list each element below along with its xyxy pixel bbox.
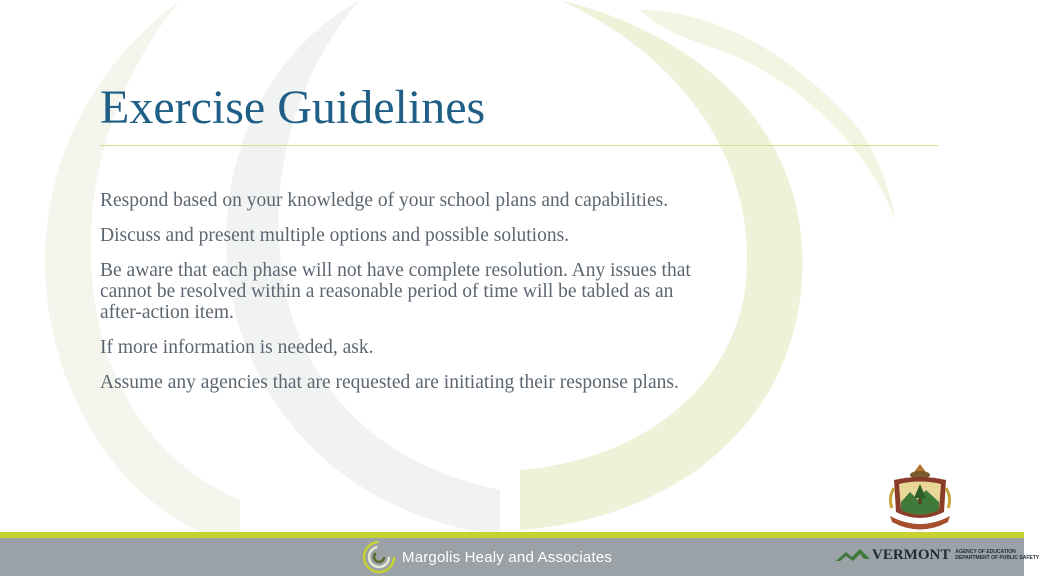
- list-item: If more information is needed, ask.: [100, 337, 374, 358]
- guidelines-list: [100, 190, 720, 407]
- slide-title: Exercise Guidelines: [100, 81, 486, 134]
- list-item: Respond based on your knowledge of your school plans and capabilities.: [100, 190, 669, 211]
- vermont-logo: [836, 542, 1039, 568]
- title-divider: [100, 145, 938, 146]
- list-item: Discuss and present multiple options and possible solutions.: [100, 225, 570, 246]
- list-item: Be aware that each phase will not have complete resolution. Any issues that cannot be resolved within a reasonable period of time will be tabled as an after-action item.: [100, 260, 691, 323]
- vermont-mountain-icon: [836, 547, 870, 563]
- footer-brand-name: Margolis Healy and Associates: [402, 548, 613, 566]
- margolis-healy-logo: [362, 538, 612, 576]
- agency-line: DEPARTMENT OF PUBLIC SAFETY: [955, 555, 1039, 561]
- margolis-healy-swirl-icon: [362, 540, 396, 574]
- list-item: Assume any agencies that are requested are initiating their response plans.: [100, 372, 679, 393]
- vermont-wordmark: VERMONT: [872, 546, 951, 563]
- agency-line: AGENCY OF EDUCATION: [955, 548, 1016, 555]
- vermont-state-seal-icon: [886, 462, 954, 538]
- vermont-agencies: [955, 549, 1039, 562]
